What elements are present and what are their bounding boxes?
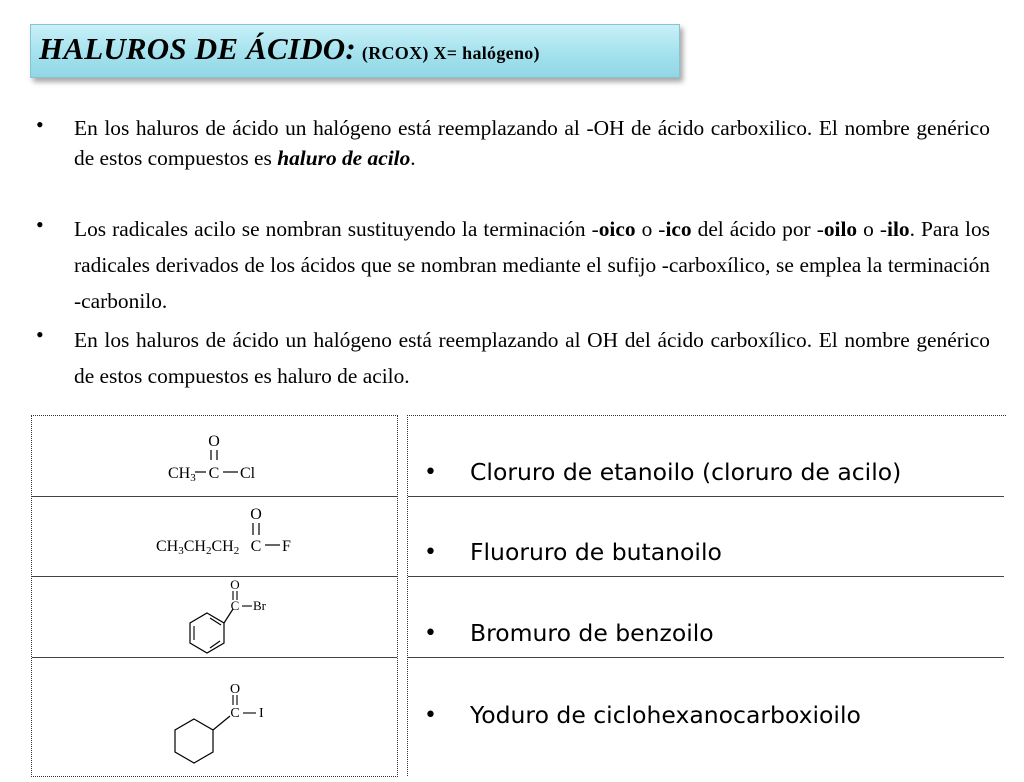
bullet-marker: • xyxy=(36,212,44,237)
bold-suffix: ico xyxy=(665,217,692,241)
bullet-marker: • xyxy=(424,703,437,728)
halogen-label: F xyxy=(282,538,291,555)
acetyl-chloride-structure xyxy=(32,416,397,496)
structure-cell xyxy=(32,657,397,777)
oxygen-label: O xyxy=(230,577,240,592)
paragraph-2 xyxy=(74,211,990,319)
ring-double-bond xyxy=(210,641,220,648)
butanoyl-fluoride-structure xyxy=(32,497,397,577)
carbonyl-carbon-label: C xyxy=(230,706,240,721)
paragraph-text: Los radicales acilo se nombran sustituyendo la terminación - xyxy=(74,217,599,241)
title-formula: (RCOX) X= halógeno) xyxy=(361,43,540,63)
structure-cell xyxy=(32,416,397,496)
paragraph-text: o - xyxy=(635,217,666,241)
bold-suffix: oilo xyxy=(823,217,858,241)
paragraph-text: . Para los radicales derivados de los ácidos que se nombran mediante el sufijo -carboxílico, se emplea la terminación -carbonilo. xyxy=(74,217,991,313)
paragraph-text: o - xyxy=(857,217,888,241)
cyclohexanoyl-iodide-structure xyxy=(32,658,397,777)
halogen-label: Br xyxy=(253,598,266,613)
paragraph-text: En los haluros de ácido un halógeno está reemplazando al -OH de ácido carboxilico. El nombre genérico de estos compuestos es xyxy=(74,116,990,170)
bullet-marker: • xyxy=(36,112,44,137)
carbonyl-carbon-label: C xyxy=(208,465,220,482)
paragraph-text: En los haluros de ácido un halógeno está reemplazando al OH del ácido carboxílico. El nombre genérico de estos compuestos es haluro de acilo. xyxy=(74,328,990,388)
paragraph-text: del ácido por - xyxy=(691,217,824,241)
compound-name: Cloruro de etanoilo (cloruro de acilo) xyxy=(470,458,902,486)
cyclohexane-ring xyxy=(175,719,213,763)
ring-double-bond xyxy=(210,618,221,625)
name-cell xyxy=(408,657,1004,777)
title-banner xyxy=(30,24,680,78)
bullet-marker: • xyxy=(424,460,437,485)
compound-name: Fluoruro de butanoilo xyxy=(470,538,722,566)
bold-suffix: oico xyxy=(598,217,636,241)
bullet-marker: • xyxy=(424,540,437,565)
carbonyl-carbon-label: C xyxy=(250,538,262,555)
oxygen-label: O xyxy=(208,433,220,450)
structure-cell xyxy=(32,576,397,658)
oxygen-label: O xyxy=(229,682,241,697)
name-cell xyxy=(408,416,1004,496)
structure-cell xyxy=(32,496,397,577)
oxygen-label: O xyxy=(250,506,262,523)
name-cell xyxy=(408,576,1004,658)
paragraph-1 xyxy=(74,113,990,173)
emphasis-term: haluro de acilo xyxy=(277,146,411,170)
bullet-marker: • xyxy=(424,621,437,646)
title-main-text: HALUROS DE ÁCIDO: xyxy=(39,31,356,66)
names-table xyxy=(407,415,1006,776)
carbonyl-carbon-label: C xyxy=(230,598,240,613)
benzene-ring xyxy=(190,613,224,653)
paragraph-3 xyxy=(74,322,990,394)
paragraph-text: . xyxy=(410,146,416,170)
bold-suffix: ilo xyxy=(887,217,910,241)
page-title xyxy=(39,31,540,67)
bullet-marker: • xyxy=(36,322,44,347)
benzoyl-bromide-structure xyxy=(32,577,397,658)
halogen-label: Cl xyxy=(240,465,256,482)
compound-name: Bromuro de benzoilo xyxy=(470,619,714,647)
methyl-label: CH3 xyxy=(168,465,196,484)
halogen-label: I xyxy=(259,706,264,721)
butyl-chain-label: CH3CH2CH2 xyxy=(156,538,240,557)
single-bond xyxy=(213,716,230,730)
name-cell xyxy=(408,496,1004,577)
structures-table xyxy=(31,415,398,777)
compound-name: Yoduro de ciclohexanocarboxioilo xyxy=(470,701,861,729)
